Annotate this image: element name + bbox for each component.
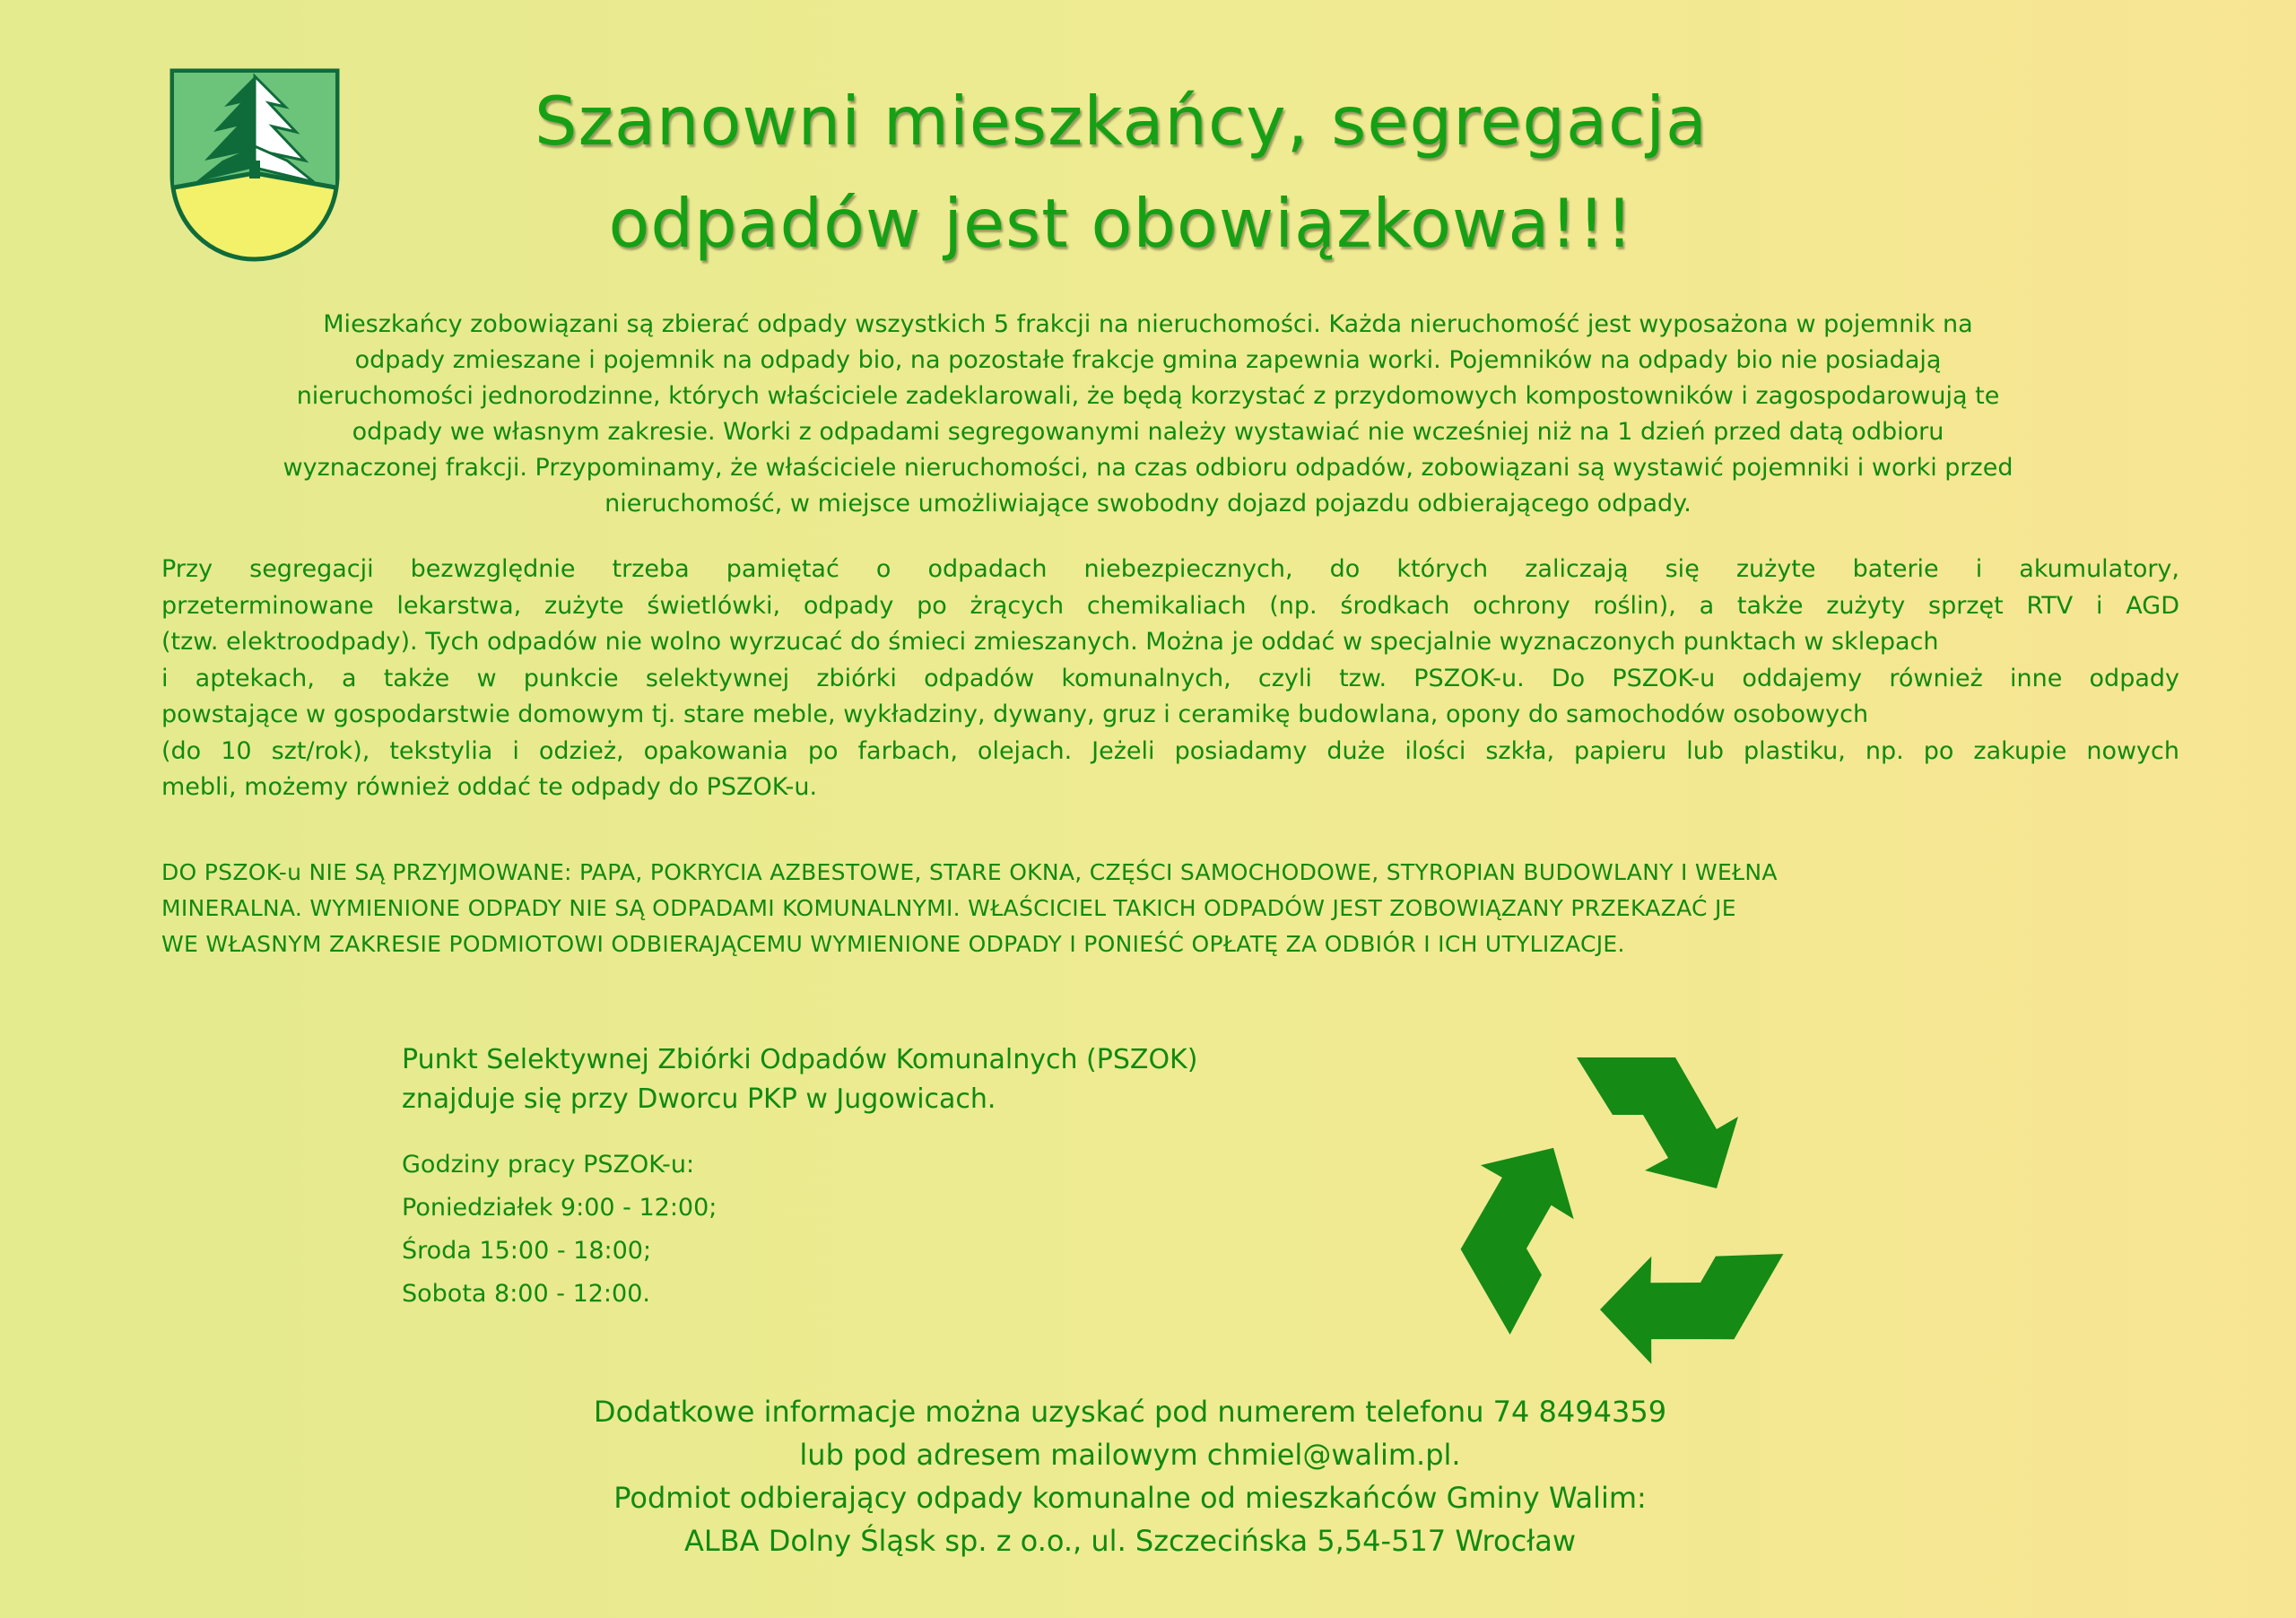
pszok-location [402, 1040, 1197, 1119]
hazard-line: mebli, możemy również oddać te odpady do PSZOK-u. [161, 773, 818, 801]
not-accepted-line: WE WŁASNYM ZAKRESIE PODMIOTOWI ODBIERAJĄCEMU WYMIENIONE ODPADY I PONIEŚĆ OPŁATĘ ZA ODBIÓR I ICH UTYLIZACJE. [161, 931, 1625, 957]
pszok-hours [402, 1144, 717, 1316]
hazard-line: i aptekach, a także w punkcie selektywnej zbiórki odpadów komunalnych, czyli tzw. PSZOK-u. Do PSZOK-u oddajemy również inne odpady [161, 664, 2179, 692]
not-accepted-notice [161, 855, 2179, 962]
hazard-line: przeterminowane lekarstwa, zużyte świetlówki, odpady po żrących chemikaliach (np. środkach ochrony roślin), a także zużyty sprzęt RTV i AGD [161, 591, 2179, 620]
intro-line: odpady we własnym zakresie. Worki z odpadami segregowanymi należy wystawiać nie wcześniej niż na 1 dzień przed datą odbioru [352, 418, 1944, 446]
hazardous-waste-paragraph [161, 552, 2179, 806]
not-accepted-line: MINERALNA. WYMIENIONE ODPADY NIE SĄ ODPADAMI KOMUNALNYMI. WŁAŚCICIEL TAKICH ODPADÓW JEST ZOBOWIĄZANY PRZEKAZAĆ JE [161, 895, 1736, 921]
hours-line: Środa 15:00 - 18:00; [402, 1237, 652, 1265]
hours-line: Sobota 8:00 - 12:00. [402, 1280, 650, 1308]
intro-line: wyznaczonej frakcji. Przypominamy, że właściciele nieruchomości, na czas odbioru odpadów, zobowiązani są wystawić pojemniki i worki przed [283, 454, 2013, 482]
pszok-location-line: Punkt Selektywnej Zbiórki Odpadów Komunalnych (PSZOK) [402, 1044, 1198, 1075]
hazard-line: (do 10 szt/rok), tekstylia i odzież, opakowania po farbach, olejach. Jeżeli posiadamy duże ilości szkła, papieru lub plastiku, np. po zakupie nowych [161, 736, 2179, 765]
contact-info [341, 1390, 1919, 1562]
hazard-line: (tzw. elektroodpady). Tych odpadów nie wolno wyrzucać do śmieci zmieszanych. Można je oddać w specjalnie wyznaczonych punktach w sklepach [161, 628, 1939, 656]
hazard-line: Przy segregacji bezwzględnie trzeba pamiętać o odpadach niebezpiecznych, do których zaliczają się zużyte baterie i akumulatory, [161, 555, 2179, 583]
intro-line: nieruchomość, w miejsce umożliwiające swobodny dojazd pojazdu odbierającego odpady. [604, 490, 1692, 518]
recycle-icon [1453, 1045, 1794, 1372]
crest-icon [169, 67, 341, 265]
contact-line: lub pod adresem mailowym chmiel@walim.pl. [799, 1438, 1461, 1472]
intro-line: odpady zmieszane i pojemnik na odpady bio, na pozostałe frakcje gmina zapewnia worki. Pojemników na odpady bio nie posiadają [354, 346, 1942, 374]
not-accepted-line: DO PSZOK-u NIE SĄ PRZYJMOWANE: PAPA, POKRYCIA AZBESTOWE, STARE OKNA, CZĘŚCI SAMOCHODOWE, STYROPIAN BUDOWLANY I WEŁNA [161, 859, 1778, 885]
intro-paragraph [161, 307, 2135, 522]
hazard-line: powstające w gospodarstwie domowym tj. stare meble, wykładziny, dywany, gruz i ceramikę budowlana, opony do samochodów osobowych [161, 700, 1869, 728]
intro-line: Mieszkańcy zobowiązani są zbierać odpady wszystkich 5 frakcji na nieruchomości. Każda nieruchomość jest wyposażona w pojemnik na [323, 310, 1973, 338]
contact-line: Dodatkowe informacje można uzyskać pod numerem telefonu 74 8494359 [593, 1395, 1667, 1429]
page-title [341, 70, 1901, 274]
intro-line: nieruchomości jednorodzinne, których właściciele zadeklarowali, że będą korzystać z przydomowych kompostowników i zagospodarowują te [296, 382, 2000, 410]
contact-line: Podmiot odbierający odpady komunalne od mieszkańców Gminy Walim: [613, 1481, 1647, 1515]
pszok-location-line: znajduje się przy Dworcu PKP w Jugowicach. [402, 1083, 996, 1115]
contact-line: ALBA Dolny Śląsk sp. z o.o., ul. Szczecińska 5,54-517 Wrocław [683, 1524, 1577, 1558]
gmina-walim-coat-of-arms-icon [169, 67, 341, 265]
hours-line: Poniedziałek 9:00 - 12:00; [402, 1194, 718, 1222]
hours-title: Godziny pracy PSZOK-u: [402, 1151, 695, 1179]
title-line: odpadów jest obowiązkowa!!! [608, 184, 1634, 263]
title-line: Szanowni mieszkańcy, segregacja [534, 82, 1709, 161]
recycle-symbol [1453, 1045, 1794, 1372]
